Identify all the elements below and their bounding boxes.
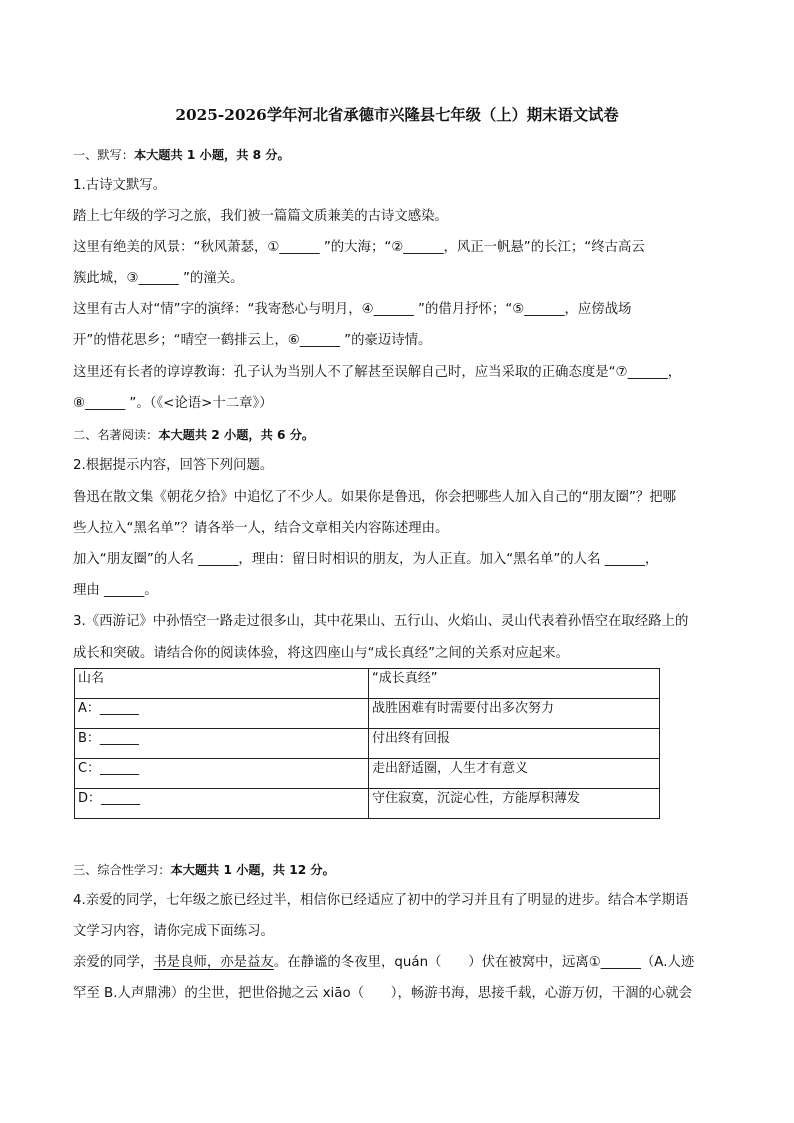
table-cell-growth: 付出终有回报	[369, 729, 660, 759]
q2-line-2: 些人拉入“黑名单”？请各举一人，结合文章相关内容陈述理由。	[73, 521, 449, 536]
table-cell-answer-c: C：______	[75, 759, 369, 789]
q1-line-3: 簇此城，③______ ”的潼关。	[73, 271, 244, 286]
q4-line-3-start: 亲爱的同学，	[73, 955, 154, 970]
table-row	[75, 789, 660, 819]
page-title: 2025-2026学年河北省承德市兴隆县七年级（上）期末语文试卷	[175, 106, 619, 124]
q2-line-3: 加入“朋友圈”的人名 ______，理由：留日时相识的朋友，为人正直。加入“黑名单”的人名 ______，	[73, 552, 659, 567]
table-row	[75, 729, 660, 759]
section-1-info: 本大题共 1 小题，共 8 分。	[133, 148, 290, 162]
mountain-match-table	[74, 668, 660, 819]
table-row	[75, 699, 660, 729]
q1-line-6: 这里还有长者的谆谆教诲：孔子认为当别人不了解甚至误解自己时，应当采取的正确态度是“⑦______，	[73, 365, 682, 380]
q2-stem: 2.根据提示内容，回答下列问题。	[73, 458, 274, 473]
q4-line-3	[73, 955, 694, 971]
q4-line-4: 罕至 B.人声鼎沸）的尘世，把世俗抛之云 xiāo（ ），畅游书海，思接千载，心游万仞，干涸的心就会	[73, 986, 693, 1001]
q3-line-2: 成长和突破。请结合你的阅读体验，将这四座山与“成长真经”之间的关系对应起来。	[73, 646, 569, 661]
table-row	[75, 759, 660, 789]
section-2-heading	[73, 427, 314, 443]
section-2-info: 本大题共 2 小题，共 6 分。	[158, 428, 315, 442]
q4-line-2: 文学习内容，请你完成下面练习。	[73, 924, 274, 939]
table-cell-answer-d: D：______	[75, 789, 369, 819]
section-2-prefix: 二、名著阅读：	[73, 428, 159, 442]
table-header-growth: “成长真经”	[369, 669, 660, 699]
table-cell-answer-a: A：______	[75, 699, 369, 729]
table-header-mountain: 山名	[75, 669, 369, 699]
q4-underlined-phrase: 书是良师，亦是益友	[153, 955, 274, 970]
table-cell-answer-b: B：______	[75, 729, 369, 759]
q1-line-1: 踏上七年级的学习之旅，我们被一篇篇文质兼美的古诗文感染。	[73, 209, 448, 224]
section-3-info: 本大题共 1 小题，共 12 分。	[170, 863, 335, 877]
q1-line-2: 这里有绝美的风景：“秋风萧瑟，①______ ”的大海；“②______，风正一帆悬”的长江；“终古高云	[73, 240, 645, 255]
q2-line-1: 鲁迅在散文集《朝花夕拾》中追忆了不少人。如果你是鲁迅，你会把哪些人加入自己的“朋友圈”？把哪	[73, 490, 677, 505]
q2-line-4: 理由 ______。	[73, 583, 158, 598]
table-cell-growth: 战胜困难有时需要付出多次努力	[369, 699, 660, 729]
q4-line-1: 4.亲爱的同学，七年级之旅已经过半，相信你已经适应了初中的学习并且有了明显的进步。结合本学期语	[73, 893, 689, 908]
q3-line-1: 3.《西游记》中孙悟空一路走过很多山，其中花果山、五行山、火焰山、灵山代表着孙悟空在取经路上的	[73, 614, 689, 629]
q1-line-4: 这里有古人对“情”字的演绎：“我寄愁心与明月，④______ ”的借月抒怀；“⑤______，应傍战场	[73, 302, 632, 317]
q1-stem: 1.古诗文默写。	[73, 178, 167, 193]
section-3-prefix: 三、综合性学习：	[73, 863, 171, 877]
table-cell-growth: 守住寂寞，沉淀心性，方能厚积薄发	[369, 789, 660, 819]
section-1-prefix: 一、默写：	[73, 148, 134, 162]
section-1-heading	[73, 147, 290, 163]
table-header-row	[75, 669, 660, 699]
q1-line-7: ⑧______ ”。（《<论语>十二章》）	[73, 396, 273, 411]
q1-line-5: 开”的惜花思乡；“晴空一鹤排云上，⑥______ ”的豪迈诗情。	[73, 333, 432, 348]
q4-line-3-end: 。在静谧的冬夜里，quán（ ）伏在被窝中，远离①______（A.人迹	[273, 955, 695, 970]
section-3-heading	[73, 862, 335, 878]
table-cell-growth: 走出舒适圈，人生才有意义	[369, 759, 660, 789]
